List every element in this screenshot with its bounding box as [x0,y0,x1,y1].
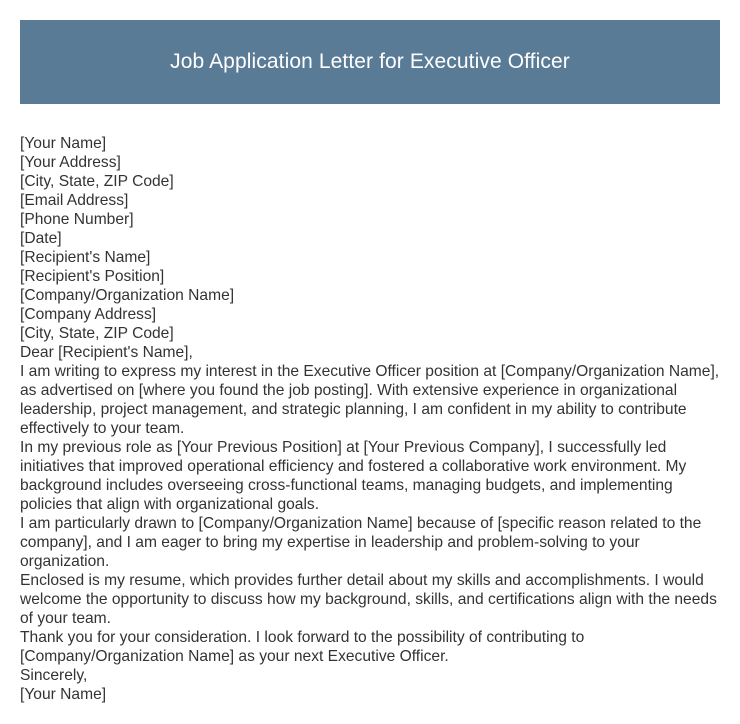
recipient-address: [Company Address] [20,306,157,323]
sender-name: [Your Name] [20,135,107,152]
recipient-position: [Recipient's Position] [20,268,165,285]
recipient-city-state-zip: [City, State, ZIP Code] [20,325,174,342]
paragraph-thanks: Thank you for your consideration. I look forward to the possibility of contributing to [Company/Organization Name] as your next Executive Officer. [20,629,585,665]
letter-date: [Date] [20,230,62,247]
paragraph-experience: In my previous role as [Your Previous Position] at [Your Previous Company], I successfully led initiatives that improved operational efficiency and fostered a collaborative work environment. My background includes overseeing cross-functional teams, managing budgets, and implementing policies that align with organizational goals. [20,439,687,513]
paragraph-interest: I am writing to express my interest in the Executive Officer position at [Company/Organization Name], as advertised on [where you found the job posting]. With extensive experience in organizational leadership, project management, and strategic planning, I am confident in my ability to contribute effectively to your team. [20,363,720,437]
page-title: Job Application Letter for Executive Officer [170,50,570,73]
sender-email: [Email Address] [20,192,129,209]
signature-name: [Your Name] [20,686,107,703]
letter-body [20,134,725,704]
sender-city-state-zip: [City, State, ZIP Code] [20,173,174,190]
title-banner [20,20,720,104]
recipient-name: [Recipient's Name] [20,249,151,266]
paragraph-motivation: I am particularly drawn to [Company/Organization Name] because of [specific reason related to the company], and I am eager to bring my expertise in leadership and problem-solving to your organization. [20,515,702,570]
closing: Sincerely, [20,667,88,684]
recipient-company: [Company/Organization Name] [20,287,235,304]
sender-phone: [Phone Number] [20,211,134,228]
sender-address: [Your Address] [20,154,121,171]
salutation: Dear [Recipient's Name], [20,344,193,361]
paragraph-enclosure: Enclosed is my resume, which provides further detail about my skills and accomplishments. I would welcome the opportunity to discuss how my background, skills, and certifications align with the needs of your team. [20,572,717,627]
